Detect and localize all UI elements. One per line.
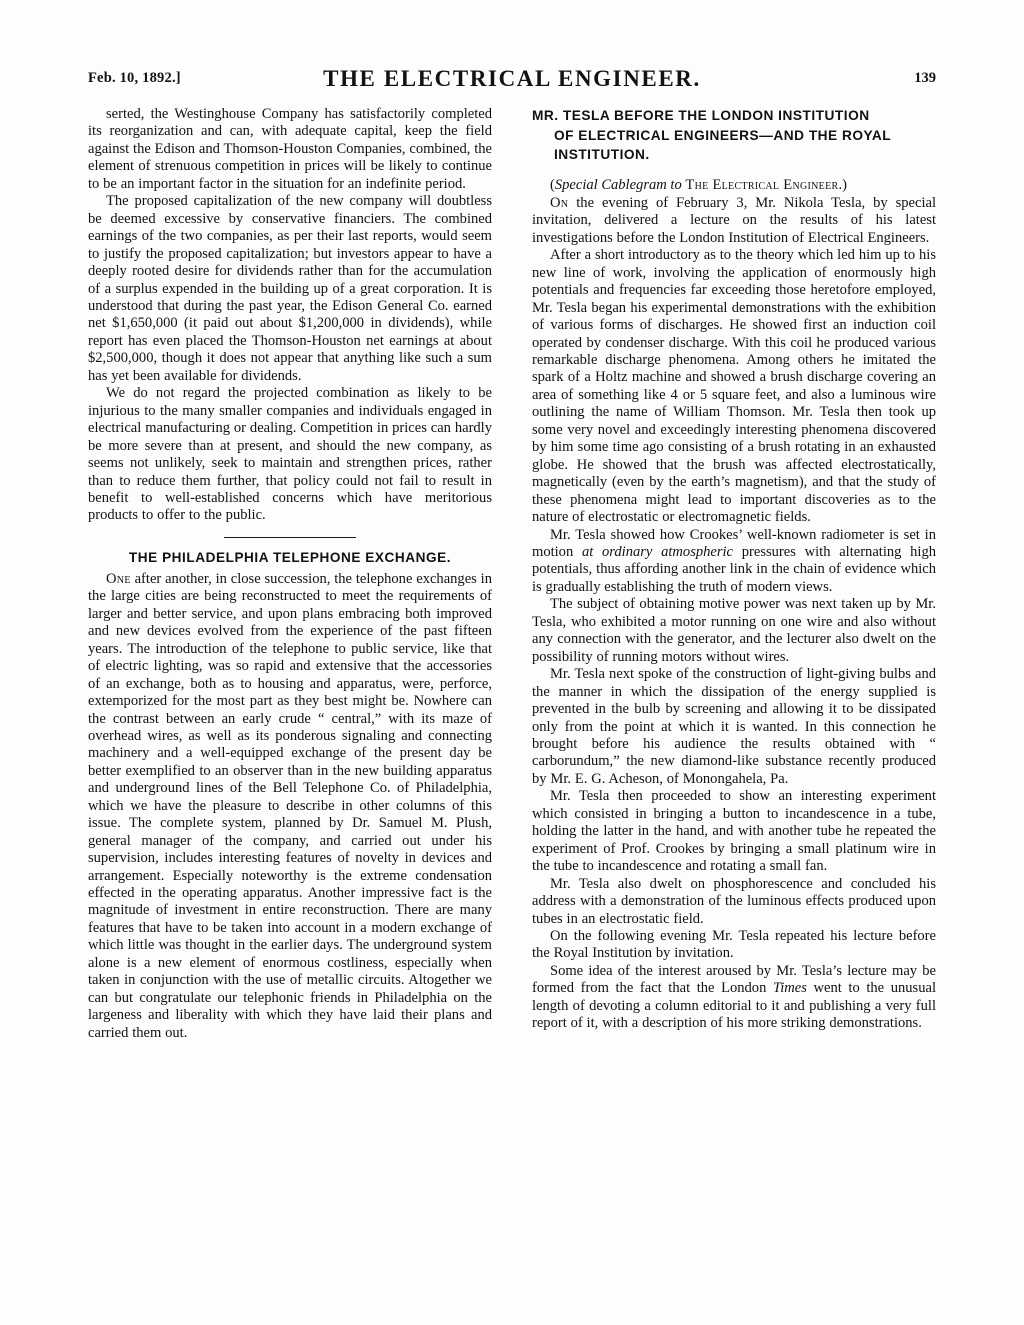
paragraph: serted, the Westinghouse Company has satisfactorily completed its reorganization and can, with adequate capital, keep the field against the Edison and Thomson-Houston Companies, combined, the element of strenuous competition in prices will be likely to continue to be an important factor in the situation for an indefinite period. [88,106,492,192]
headline-line-1: MR. TESLA BEFORE THE LONDON INSTITUTION [532,108,870,123]
cablegram-italic-text: Special Cablegram to [554,176,682,193]
page-number: 139 [914,70,936,86]
paragraph: Mr. Tesla also dwelt on phosphorescence and concluded his address with a demonstration of the luminous effects produced upon tubes in an electrostatic field. [532,875,936,927]
lead-smallcaps: One [106,570,131,587]
issue-date: Feb. 10, 1892.] [88,70,181,86]
paragraph-text-after-italic: pressures with alternating high potentials, thus affording another link in the chain of evidence which is gradually establishing the truth of modern views. [532,544,937,595]
paragraph [88,571,492,1042]
paragraph: After a short introductory as to the theory which led him up to his new line of work, involving the application of enormously high potentials and frequencies far exceeding those heretofore employed, Mr. Tesla began his experimental demonstrations with the exhibition of various forms of discharges. He showed first an induction coil operated by condenser discharge. With this coil he produced various remarkable discharge phenomena. Among others he imitated the spark of a Holtz machine and showed a brush discharge covering an area of something like 4 or 5 square feet, and also a luminous wire outlining the name of William Thomson. Mr. Tesla then took up some very novel and exceedingly interesting phenomena discovered by him some time ago consisting of a brush rotating in an exhausted globe. He showed that the brush was affected electrostatically, magnetically (even by the earth’s magnetism), and that the study of these phenomena might lead to important discoveries as to the nature of electrostatic or electromagnetic fields. [532,247,936,526]
paragraph-text: the evening of February 3, Mr. Nikola Tesla, by special invitation, delivered a lecture on the results of his latest investigations before the London Institution of Electrical Engineers. [532,194,936,246]
cablegram-journal-name: The Electrical Engineer [681,176,839,193]
headline-line-3: INSTITUTION. [554,147,650,162]
paragraph-text: after another, in close succession, the telephone exchanges in the large cities are being reconstructed to meet the requirements of larger and better service, and upon plans embracing both improved and new devices evolved from the experience of the past fifteen years. The introduction of the telephone to public service, like that of electric lighting, was so rapid and extensive that the accessories of an exchange, both as to housing and apparatus, were, perforce, extemporized for the most part as they best might be. Nowhere can the contrast between an early crude “ central,” with its maze of overhead wires, as well as its ponderous signaling and connecting machinery and a well-equipped exchange of the present day be better exemplified to an observer than in the new building apparatus and underground lines of the Bell Telephone Co. of Philadelphia, which we have the pleasure to describe in other columns of this issue. The complete system, planned by Dr. Samuel M. Plush, general manager of the company, and carried out under his supervision, includes interesting features of novelty in devices and arrangement. Especially noteworthy is the extreme condensation effected in the operating apparatus. Another impressive fact is the magnitude of investment in entire reconstruction. There are many features that have to be taken into account in a modern exchange of which little was thought in the earlier days. The underground system alone is a new element of enormous costliness, especially when taken in conjunction with the use of metallic circuits. Altogether we can but congratulate our telephonic friends in Philadelphia on the largeness and liberality with which they have laid their plans and carried them out. [88,570,492,1041]
running-head [88,66,936,96]
paragraph: Mr. Tesla then proceeded to show an interesting experiment which consisted in bringing a button to incandescence in a tube, holding the latter in the hand, and with another tube he repeated the experiment of Prof. Crookes by bringing a small platinum wire in the tube to incandescence and rotating a small fan. [532,788,936,875]
two-column-body [88,106,936,1266]
lead-smallcaps: On [550,194,569,211]
section-divider-rule [224,537,356,538]
paragraph [532,963,936,1033]
italic-phrase: at ordinary atmospheric [581,544,734,561]
cablegram-close-paren: .) [838,176,847,193]
left-column [88,106,492,1266]
paragraph [532,195,936,247]
paragraph [532,527,936,597]
paragraph: On the following evening Mr. Tesla repeated his lecture before the Royal Institution by invitation. [532,927,936,962]
cablegram-credit [532,177,936,194]
paragraph: The subject of obtaining motive power was next taken up by Mr. Tesla, who exhibited a motor running on one wire and also without any connection with the generator, and the lecturer also dwelt on the possibility of running motors without wires. [532,596,936,665]
paragraph-text-before-italic: Mr. Tesla showed how Crookes’ well-known radiometer is set in motion [532,526,936,561]
paragraph-text-after-italic: went to the unusual length of devoting a column editorial to it and publishing a very full report of it, with a description of his more striking demonstrations. [532,980,936,1032]
article-headline [532,106,936,165]
paragraph: We do not regard the projected combination as likely to be injurious to the many smaller companies and individuals engaged in electrical manufacturing or dealing. Competition in prices can hardly be more severe than at present, and should the new company, as seems not unlikely, seek to maintain and strengthen prices, rather than to reduce them further, that policy could not fail to result in benefit to well-established concerns which have meritorious products to offer to the public. [88,385,492,524]
journal-title: THE ELECTRICAL ENGINEER. [323,66,701,91]
headline-line-2: OF ELECTRICAL ENGINEERS—AND THE ROYAL [554,127,892,143]
paragraph-text-before-italic: Some idea of the interest aroused by Mr. Tesla’s lecture may be formed from the fact that the London [532,962,936,997]
right-column [532,106,936,1266]
paragraph: Mr. Tesla next spoke of the construction of light-giving bulbs and the manner in which the dissipation of the energy supplied is prevented in the bulb by screening and allowing it to be dissipated only from the point at which it is wanted. In this connection he brought before his audience the results obtained with “ carborundum,” the new diamond-like substance recently produced by Mr. E. G. Acheson, of Monongahela, Pa. [532,666,936,787]
cablegram-open-paren: ( [550,176,555,193]
italic-publication-name: Times [772,980,807,997]
paragraph: The proposed capitalization of the new company will doubtless be deemed excessive by conservative financiers. The combined earnings of the two companies, as per their last reports, would seem to justify the proposed capitalization; but investors appear to have a deeply rooted desire for dividends rather than for the accumulation of a surplus expended in the building up of a great corporation. It is understood that during the past year, the Edison General Co. earned net $1,650,000 (it paid out about $1,200,000 in dividends), while report has even placed the Thomson-Houston net earnings at about $2,500,000, though it does not appear that anything like such a sum has yet been available for dividends. [88,193,492,384]
section-heading: THE PHILADELPHIA TELEPHONE EXCHANGE. [128,549,452,565]
